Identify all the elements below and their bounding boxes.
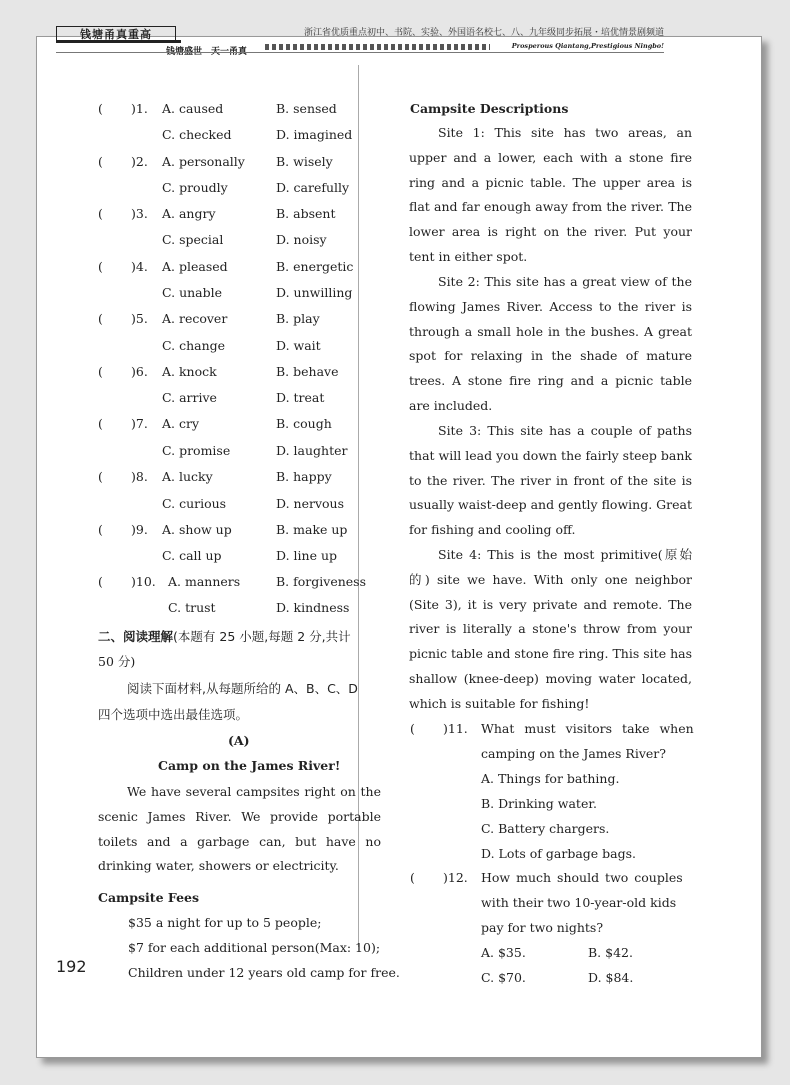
option-b: B. $42. (588, 945, 633, 960)
question-number: )4. (131, 259, 148, 274)
answer-paren: ( (410, 721, 415, 736)
option-a: A. show up (162, 522, 232, 537)
option-c: C. curious (162, 496, 227, 511)
site-3-description: Site 3: This site has a couple of paths that will lead you down the fairly steep bank to the river. The river in front of the site is usually waist-deep and gently flowing. Great for fishing and cooling off. (409, 423, 692, 538)
option-d: D. treat (276, 390, 325, 405)
section-note-2: 50 分) (98, 654, 136, 669)
option-c: C. call up (162, 548, 222, 563)
question-stem: with their two 10-year-old kids (481, 895, 677, 910)
option-d: D. laughter (276, 443, 348, 458)
option-d: D. kindness (276, 600, 350, 615)
descriptions-title: Campsite Descriptions (410, 101, 569, 116)
option-b: B. make up (276, 522, 348, 537)
question-stem: camping on the James River? (481, 746, 666, 761)
section-note: (本题有 25 小题,每题 2 分,共计 (173, 629, 351, 644)
site-1-description: Site 1: This site has two areas, an upper and a lower, each with a stone fire ring and a picnic table. The upper area is flat and far enough away from the river. The lower area is right on the river. Put your tent in either spot. (409, 125, 692, 264)
option-b: B. cough (276, 416, 332, 431)
option-b: B. Drinking water. (481, 796, 597, 811)
option-c: C. Battery chargers. (481, 821, 610, 836)
option-c: C. unable (162, 285, 223, 300)
option-c: C. trust (168, 600, 216, 615)
option-a: A. personally (162, 154, 245, 169)
option-d: D. nervous (276, 496, 344, 511)
option-d: D. carefully (276, 180, 350, 195)
answer-paren: ( (98, 206, 103, 221)
option-a: A. $35. (481, 945, 526, 960)
option-b: B. wisely (276, 154, 333, 169)
answer-paren: ( (98, 364, 103, 379)
instruction-line-2: 四个选项中选出最佳选项。 (98, 707, 249, 722)
option-d: D. line up (276, 548, 337, 563)
passage-title: Camp on the James River! (158, 758, 341, 773)
option-a: A. caused (162, 101, 224, 116)
answer-paren: ( (98, 416, 103, 431)
option-c: C. checked (162, 127, 232, 142)
option-d: D. noisy (276, 232, 327, 247)
answer-paren: ( (410, 870, 415, 885)
passage-part: (A) (228, 733, 250, 748)
option-d: D. imagined (276, 127, 353, 142)
option-c: C. promise (162, 443, 231, 458)
question-number: )10. (131, 574, 156, 589)
question-stem: pay for two nights? (481, 920, 604, 935)
fee-line-2: $7 for each additional person(Max: 10); (128, 940, 381, 955)
option-d: D. wait (276, 338, 321, 353)
answer-paren: ( (98, 574, 103, 589)
page-number: 192 (56, 957, 87, 976)
option-d: D. Lots of garbage bags. (481, 846, 636, 861)
section-title: 二、阅读理解 (98, 629, 174, 644)
question-stem: What must visitors take when (481, 721, 694, 736)
header-rule (56, 40, 181, 43)
question-number: )7. (131, 416, 148, 431)
option-a: A. angry (162, 206, 216, 221)
header-dash (265, 44, 490, 50)
option-d: D. unwilling (276, 285, 353, 300)
option-a: A. lucky (162, 469, 213, 484)
option-b: B. sensed (276, 101, 337, 116)
answer-paren: ( (98, 259, 103, 274)
option-a: A. Things for bathing. (481, 771, 620, 786)
question-number: )6. (131, 364, 148, 379)
answer-paren: ( (98, 469, 103, 484)
fee-line-3: Children under 12 years old camp for free. (128, 965, 400, 980)
option-c: C. special (162, 232, 224, 247)
fee-line-1: $35 a night for up to 5 people; (128, 915, 322, 930)
option-b: B. happy (276, 469, 332, 484)
answer-paren: ( (98, 154, 103, 169)
option-a: A. manners (168, 574, 241, 589)
option-b: B. behave (276, 364, 339, 379)
question-number: )9. (131, 522, 148, 537)
fees-title: Campsite Fees (98, 890, 200, 905)
instruction-line-1: 阅读下面材料,从每题所给的 A、B、C、D (127, 681, 358, 696)
site-2-description: Site 2: This site has a great view of the flowing James River. Access to the river is through a small hole in the bushes. A great spot for relaxing in the shade of mature trees. A stone fire ring and a picnic table are included. (409, 274, 692, 413)
question-stem: How much should two couples (481, 870, 683, 885)
answer-paren: ( (98, 311, 103, 326)
option-b: B. forgiveness (276, 574, 366, 589)
question-number: )1. (131, 101, 148, 116)
option-a: A. cry (162, 416, 200, 431)
option-c: C. change (162, 338, 226, 353)
option-b: B. play (276, 311, 320, 326)
question-number: )11. (443, 721, 468, 736)
header-sub: 钱塘盛世 天一甬真 (166, 47, 248, 57)
option-b: B. absent (276, 206, 336, 221)
option-d: D. $84. (588, 970, 634, 985)
question-number: )8. (131, 469, 148, 484)
header-line (56, 52, 664, 53)
option-a: A. pleased (162, 259, 228, 274)
header-series: 浙江省优质重点初中、书院、实验、外国语名校七、八、九年级同步拓展・培优情景剧频道 (303, 28, 664, 38)
question-number: )12. (443, 870, 468, 885)
option-c: C. $70. (481, 970, 526, 985)
option-b: B. energetic (276, 259, 354, 274)
option-c: C. arrive (162, 390, 217, 405)
section-heading (98, 627, 351, 645)
option-c: C. proudly (162, 180, 228, 195)
question-number: )3. (131, 206, 148, 221)
answer-paren: ( (98, 101, 103, 116)
passage-intro: We have several campsites right on the scenic James River. We provide portable toilets and a garbage can, but have no drinking water, showers or electricity. (98, 784, 381, 874)
option-a: A. knock (162, 364, 217, 379)
header-brand: 钱塘甬真重高 (56, 26, 176, 43)
answer-paren: ( (98, 522, 103, 537)
option-a: A. recover (162, 311, 228, 326)
site-4-description: Site 4: This is the most primitive(原始的) site we have. With only one neighbor (Site 3), it is very private and remote. The river is literally a stone's throw from your picnic table and stone fire ring. This site has shallow (knee-deep) moving water located, which is suitable for fishing! (409, 547, 692, 711)
question-number: )2. (131, 154, 148, 169)
header-slogan: Prosperous Qiantang,Prestigious Ningbo! (511, 42, 664, 50)
question-number: )5. (131, 311, 148, 326)
